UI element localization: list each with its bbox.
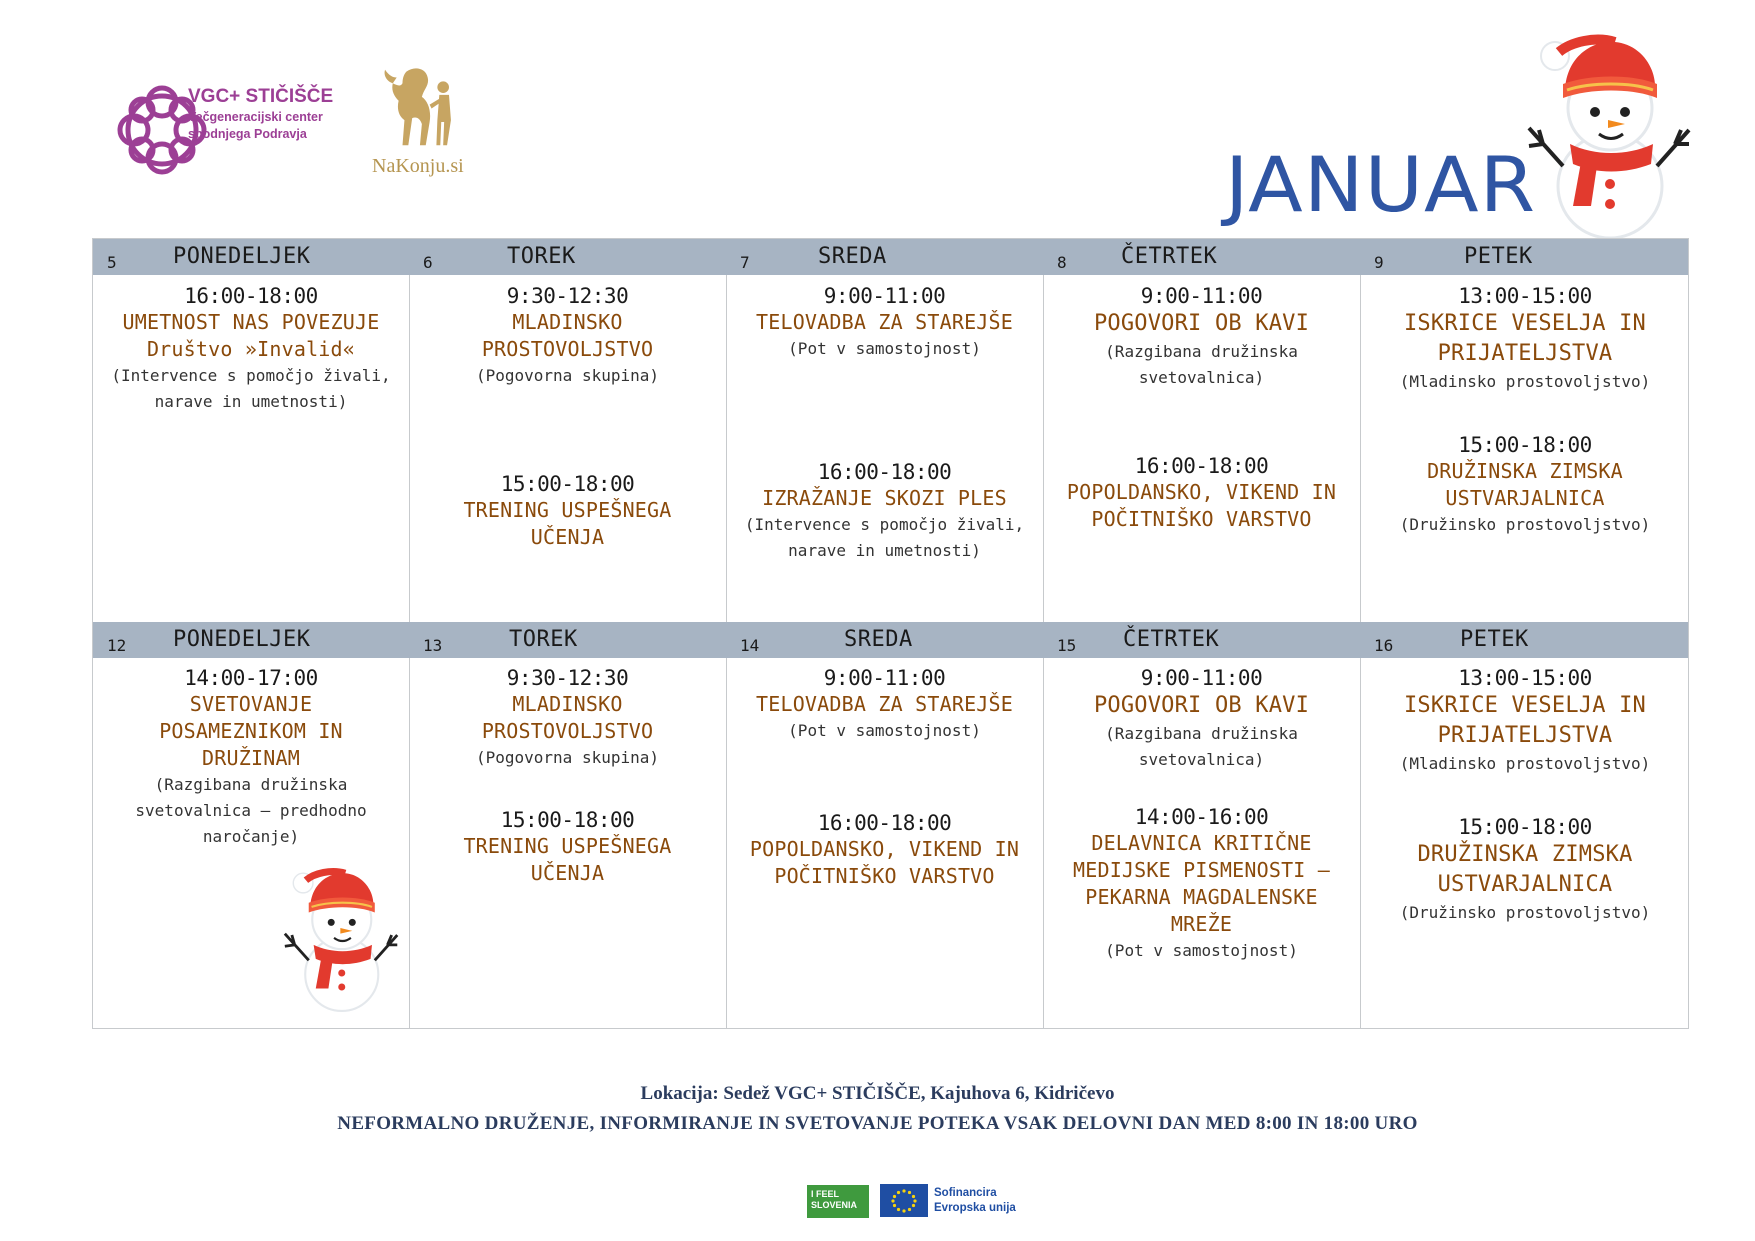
event-subtitle: (Razgibana družinska	[1105, 724, 1298, 743]
event	[1360, 432, 1690, 538]
event-title: PRIJATELJSTVA	[1437, 723, 1613, 748]
event-title: POGOVORI OB KAVI	[1093, 311, 1310, 336]
event-subtitle: (Intervence s pomočjo živali,	[744, 515, 1025, 534]
event-title: DRUŽINAM	[202, 746, 300, 770]
event-title: UMETNOST NAS POVEZUJE	[122, 310, 380, 334]
event-subtitle: (Pot v samostojnost)	[788, 339, 981, 358]
day-name: TOREK	[507, 244, 576, 269]
i-feel-slovenia-line2: SLOVENIA	[811, 1200, 858, 1210]
day-number: 16	[1374, 636, 1394, 655]
vgc-logo-line2: spodnjega Podravja	[188, 127, 307, 141]
event-subtitle: narave in umetnosti)	[154, 392, 348, 411]
event-title: ISKRICE VESELJA IN	[1403, 311, 1646, 336]
day-header	[1360, 622, 1690, 658]
day-header	[726, 622, 1043, 658]
day-number: 5	[107, 253, 117, 272]
event-time: 14:00-16:00	[1134, 805, 1269, 829]
event-title: ISKRICE VESELJA IN	[1403, 693, 1646, 718]
event-subtitle: svetovalnica)	[1138, 368, 1265, 387]
day-name: PONEDELJEK	[173, 627, 311, 652]
day-header	[726, 239, 1043, 275]
day-number: 12	[107, 636, 127, 655]
day-name: PONEDELJEK	[173, 244, 311, 269]
snowman-icon	[1515, 26, 1700, 241]
event	[1360, 283, 1690, 395]
day-name: ČETRTEK	[1121, 244, 1218, 269]
event-time: 16:00-18:00	[184, 284, 318, 308]
horse-icon	[368, 62, 468, 154]
event-time: 15:00-18:00	[1458, 815, 1592, 839]
event	[1043, 804, 1360, 964]
day-number: 6	[423, 253, 433, 272]
event-title: POSAMEZNIKOM IN	[159, 719, 343, 743]
snowman-icon	[275, 855, 405, 1020]
event-title: IZRAŽANJE SKOZI PLES	[762, 486, 1007, 510]
event-title: TRENING USPEŠNEGA	[463, 498, 672, 522]
day-header	[93, 622, 409, 658]
event-title: UČENJA	[530, 525, 605, 549]
day-header	[93, 239, 409, 275]
day-number: 13	[423, 636, 443, 655]
event-title: POČITNIŠKO VARSTVO	[774, 864, 995, 888]
day-name: ČETRTEK	[1123, 627, 1220, 652]
event-title: UČENJA	[530, 861, 605, 885]
event-title: TELOVADBA ZA STAREJŠE	[755, 310, 1014, 334]
event-title: PEKARNA MAGDALENSKE	[1085, 885, 1318, 909]
event-time: 16:00-18:00	[817, 811, 952, 835]
event-subtitle: (Razgibana družinska	[1105, 342, 1298, 361]
day-header	[1043, 622, 1360, 658]
event	[726, 810, 1043, 890]
event-title: SVETOVANJE	[189, 692, 313, 716]
event-title: MREŽE	[1170, 912, 1233, 936]
i-feel-slovenia-logo	[807, 1185, 869, 1218]
eu-text-line1: Sofinancira	[934, 1187, 997, 1199]
event-time: 9:00-11:00	[823, 284, 946, 308]
event-time: 13:00-15:00	[1458, 666, 1592, 690]
event-title: Društvo »Invalid«	[146, 337, 356, 361]
day-number: 7	[740, 253, 750, 272]
event-title: PROSTOVOLJSTVO	[481, 719, 654, 743]
event-time: 13:00-15:00	[1458, 284, 1592, 308]
event-title: MLADINSKO	[512, 310, 623, 334]
event	[726, 665, 1043, 744]
event-subtitle: (Pot v samostojnost)	[788, 721, 981, 740]
nakonju-logo	[368, 62, 468, 182]
day-number: 14	[740, 636, 760, 655]
event	[93, 283, 409, 415]
vgc-logo-name: VGC+ STIČIŠČE	[188, 86, 334, 107]
event-time: 9:00-11:00	[823, 666, 946, 690]
event	[409, 283, 726, 389]
event-subtitle: (Razgibana družinska	[154, 775, 348, 794]
day-name: SREDA	[818, 244, 887, 269]
event-subtitle: (Intervence s pomočjo živali,	[111, 366, 391, 385]
eu-flag-icon	[880, 1184, 928, 1217]
event-subtitle: (Mladinsko prostovoljstvo)	[1399, 754, 1651, 773]
event-time: 15:00-18:00	[1458, 433, 1592, 457]
eu-cofunding-text	[934, 1186, 1016, 1216]
event-time: 9:30-12:30	[506, 666, 629, 690]
day-name: PETEK	[1460, 627, 1529, 652]
info-note: NEFORMALNO DRUŽENJE, INFORMIRANJE IN SVETOVANJE POTEKA VSAK DELOVNI DAN MED 8:00 IN 18:00 URO	[337, 1113, 1418, 1134]
event	[409, 665, 726, 771]
event-subtitle: (Pogovorna skupina)	[475, 748, 660, 767]
vgc-logo-line1: Večgeneracijski center	[188, 110, 323, 124]
event-time: 9:30-12:30	[506, 284, 629, 308]
day-name: TOREK	[509, 627, 578, 652]
event	[1043, 283, 1360, 391]
event-time: 9:00-11:00	[1140, 666, 1263, 690]
event-title: USTVARJALNICA	[1437, 872, 1613, 897]
event-subtitle: svetovalnica – predhodno	[135, 801, 367, 820]
event	[1043, 453, 1360, 533]
event-time: 16:00-18:00	[817, 460, 952, 484]
event-title: PRIJATELJSTVA	[1437, 341, 1613, 366]
event-title: POČITNIŠKO VARSTVO	[1091, 507, 1312, 531]
event-time: 9:00-11:00	[1140, 284, 1263, 308]
event-time: 15:00-18:00	[500, 808, 635, 832]
day-number: 8	[1057, 253, 1067, 272]
day-name: SREDA	[844, 627, 913, 652]
event	[1360, 665, 1690, 777]
location-text: Lokacija: Sedež VGC+ STIČIŠČE, Kajuhova 6, Kidričevo	[640, 1083, 1115, 1104]
day-header	[1360, 239, 1690, 275]
nakonju-logo-label: NaKonju.si	[372, 155, 464, 177]
day-name: PETEK	[1464, 244, 1533, 269]
eu-stars-icon	[880, 1184, 928, 1217]
vgc-logo	[112, 80, 352, 190]
event	[409, 807, 726, 887]
i-feel-slovenia-line1: I FEEL	[811, 1189, 840, 1199]
day-header	[1043, 239, 1360, 275]
event-subtitle: naročanje)	[202, 827, 300, 846]
event	[409, 471, 726, 551]
event-title: POGOVORI OB KAVI	[1093, 693, 1310, 718]
event	[726, 459, 1043, 564]
event-subtitle: (Družinsko prostovoljstvo)	[1399, 903, 1651, 922]
event-title: DRUŽINSKA ZIMSKA	[1427, 459, 1623, 483]
eu-text-line2: Evropska unija	[934, 1202, 1016, 1214]
event-title: MEDIJSKE PISMENOSTI –	[1072, 858, 1331, 882]
event-title: DELAVNICA KRITIČNE	[1091, 831, 1312, 855]
day-header	[409, 239, 726, 275]
event-subtitle: (Pot v samostojnost)	[1105, 941, 1298, 960]
event-subtitle: (Mladinsko prostovoljstvo)	[1399, 372, 1651, 391]
event-title: MLADINSKO	[512, 692, 623, 716]
event-title: DRUŽINSKA ZIMSKA	[1417, 842, 1633, 867]
event	[726, 283, 1043, 362]
event-title: PROSTOVOLJSTVO	[481, 337, 654, 361]
event-subtitle: (Družinsko prostovoljstvo)	[1399, 515, 1651, 534]
event-time: 15:00-18:00	[500, 472, 635, 496]
event	[1043, 665, 1360, 773]
event-title: POPOLDANSKO, VIKEND IN	[749, 837, 1020, 861]
month-title: JANUAR	[1225, 140, 1537, 229]
day-number: 9	[1374, 253, 1384, 272]
event-subtitle: svetovalnica)	[1138, 750, 1265, 769]
event	[93, 665, 409, 850]
event-time: 16:00-18:00	[1134, 454, 1269, 478]
event-title: POPOLDANSKO, VIKEND IN	[1066, 480, 1337, 504]
event	[1360, 814, 1690, 926]
event-time: 14:00-17:00	[184, 666, 318, 690]
event-title: TELOVADBA ZA STAREJŠE	[755, 692, 1014, 716]
event-title: USTVARJALNICA	[1445, 486, 1605, 510]
event-title: TRENING USPEŠNEGA	[463, 834, 672, 858]
day-number: 15	[1057, 636, 1077, 655]
event-subtitle: narave in umetnosti)	[788, 541, 981, 560]
event-subtitle: (Pogovorna skupina)	[475, 366, 660, 385]
day-header	[409, 622, 726, 658]
